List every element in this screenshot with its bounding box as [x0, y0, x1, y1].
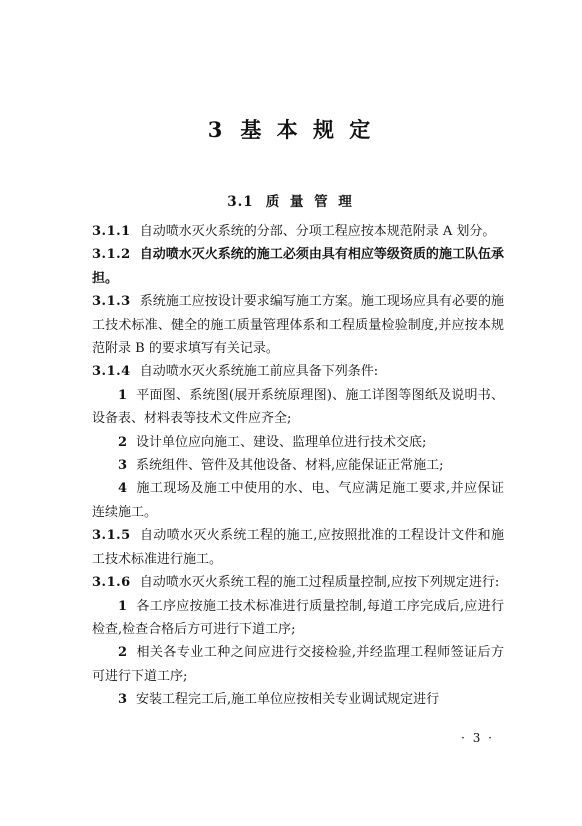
clause-text: 自动喷水灭火系统工程的施工,应按照批准的工程设计文件和施工技术标准进行施工。 — [92, 528, 504, 567]
clause-number: 3.1.1 — [92, 224, 131, 239]
list-item — [92, 641, 504, 688]
chapter-title-text: 基 本 规 定 — [240, 117, 375, 142]
clause-3-1-5 — [92, 524, 504, 571]
clause-3-1-4 — [92, 360, 504, 383]
item-text: 施工现场及施工中使用的水、电、气应满足施工要求,并应保证连续施工。 — [92, 481, 504, 520]
clause-number: 3.1.2 — [92, 247, 131, 263]
item-text: 安装工程完工后,施工单位应按相关专业调试规定进行 — [136, 692, 440, 708]
clause-text: 自动喷水灭火系统工程的施工过程质量控制,应按下列规定进行: — [139, 575, 500, 591]
item-number: 2 — [118, 645, 128, 661]
clause-text: 自动喷水灭火系统的施工必须由具有相应等级资质的施工队伍承担。 — [92, 247, 504, 286]
item-text: 相关各专业工种之间应进行交接检验,并经监理工程师签证后方可进行下道工序; — [92, 645, 504, 684]
list-item — [92, 454, 504, 477]
item-text: 设计单位应向施工、建设、监理单位进行技术交底; — [136, 434, 427, 450]
chapter-number: 3 — [207, 117, 227, 142]
chapter-title — [0, 114, 582, 144]
clause-3-1-3 — [92, 290, 504, 360]
clause-3-1-1 — [92, 220, 504, 243]
item-number: 3 — [118, 458, 128, 474]
item-number: 1 — [118, 387, 128, 403]
item-text: 平面图、系统图(展开系统原理图)、施工详图等图纸及说明书、设备表、材料表等技术文件应齐全; — [92, 387, 504, 427]
clause-3-1-2 — [92, 243, 504, 290]
page-number: · 3 · — [461, 731, 494, 745]
section-number: 3.1 — [227, 194, 254, 210]
clause-number: 3.1.3 — [92, 294, 131, 310]
section-title-text: 质 量 管 理 — [265, 194, 355, 210]
item-text: 系统组件、管件及其他设备、材料,应能保证正常施工; — [136, 458, 444, 474]
body-text — [92, 220, 504, 712]
item-text: 各工序应按施工技术标准进行质量控制,每道工序完成后,应进行检查,检查合格后方可进行下道工序; — [92, 598, 504, 637]
item-number: 2 — [118, 434, 128, 450]
list-item — [92, 384, 504, 431]
item-number: 1 — [118, 598, 128, 614]
list-item — [92, 595, 504, 642]
clause-number: 3.1.4 — [92, 364, 131, 380]
clause-number: 3.1.6 — [92, 575, 131, 591]
list-item — [92, 431, 504, 454]
list-item — [92, 477, 504, 524]
item-number: 4 — [118, 481, 128, 497]
clause-3-1-6 — [92, 571, 504, 594]
section-title — [0, 190, 582, 210]
item-number: 3 — [118, 692, 128, 708]
clause-text: 自动喷水灭火系统施工前应具备下列条件: — [139, 364, 379, 380]
clause-number: 3.1.5 — [92, 528, 131, 544]
clause-text: 系统施工应按设计要求编写施工方案。施工现场应具有必要的施工技术标准、健全的施工质量管理体系和工程质量检验制度,并应按本规范附录 B 的要求填写有关记录。 — [92, 294, 504, 357]
clause-text: 自动喷水灭火系统的分部、分项工程应按本规范附录 A 划分。 — [139, 224, 496, 239]
list-item — [92, 688, 504, 711]
